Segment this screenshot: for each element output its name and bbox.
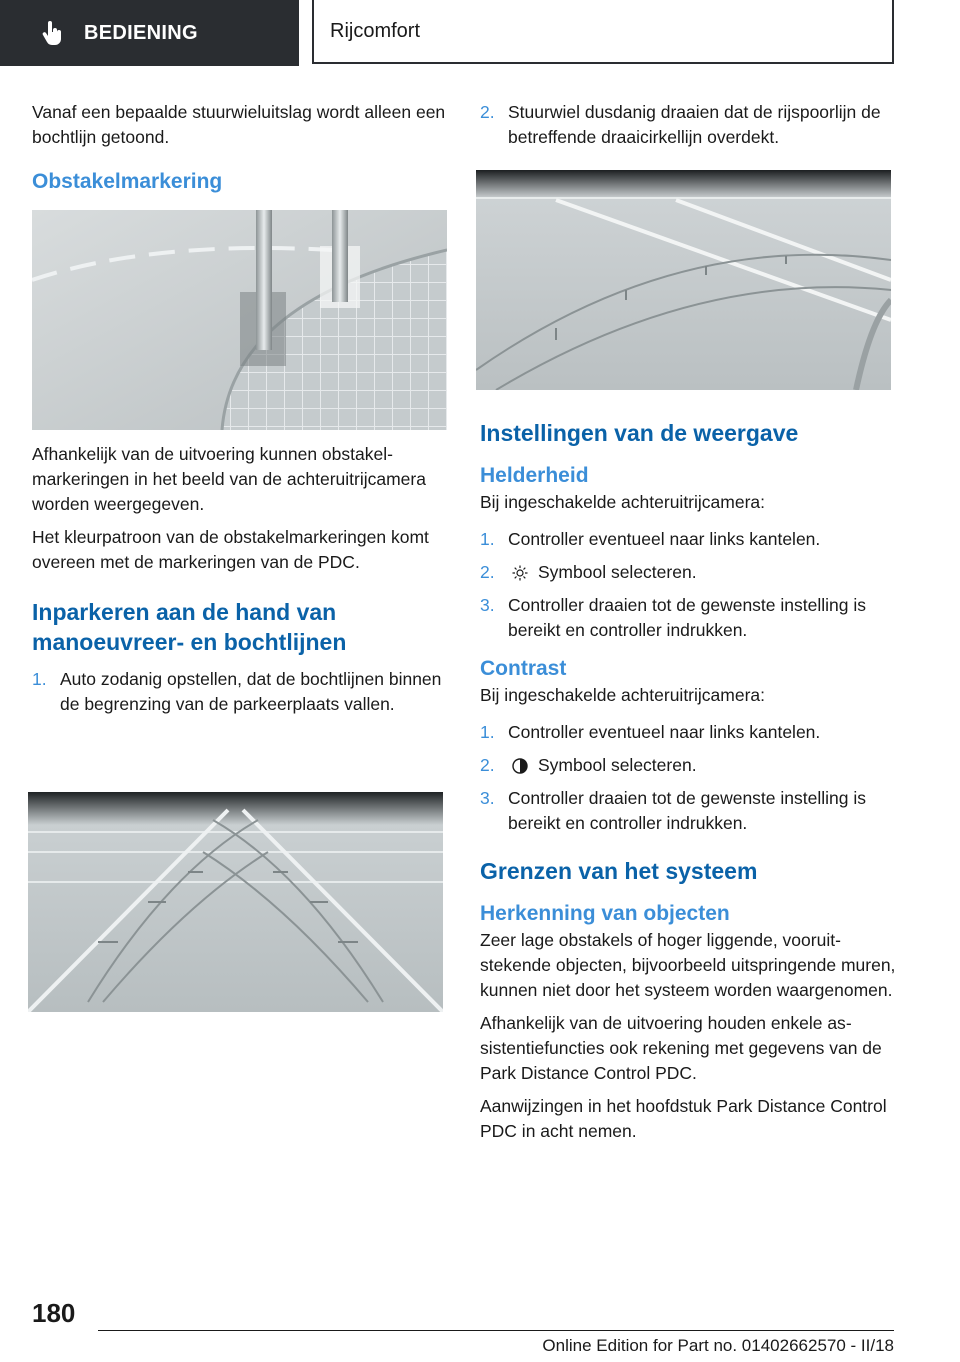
parking-lines-figure: [28, 792, 443, 1012]
intro-paragraph: Vanaf een bepaalde stuurwieluitslag wordt alleen een bochtlijn getoond.: [32, 102, 446, 147]
step-text: Controller draaien tot de gewenste instelling is bereikt en controller indrukken.: [508, 788, 866, 833]
step-text: Symbool selecteren.: [538, 562, 697, 582]
list-item: [480, 720, 900, 745]
footer-divider: [98, 1330, 894, 1331]
contrast-icon: [512, 758, 528, 774]
contrast-intro: Bij ingeschakelde achteruitrijcamera:: [480, 685, 765, 705]
parking-steps: [32, 667, 452, 717]
contrast-heading: Contrast: [480, 657, 567, 680]
obstacle-paragraph-1: Afhankelijk van de uitvoering kunnen obstakelmarkeringen in het beeld van de achteruitrijcamera worden weergegeven.: [32, 444, 426, 514]
parking-heading: Inparkeren aan de hand van manoeuvreer- en bochtlijnen: [32, 599, 347, 655]
list-item: [480, 100, 900, 150]
step-number: 1.: [32, 669, 47, 689]
list-item: [32, 667, 452, 717]
step-number: 3.: [480, 595, 495, 615]
detection-paragraph-2: Afhankelijk van de uitvoering houden enkele assistentiefuncties ook rekening met gegevens van de Park Distance Control PDC.: [480, 1013, 882, 1083]
edition-note: Online Edition for Part no. 01402662570 - II/18: [542, 1336, 894, 1355]
step-number: 3.: [480, 788, 495, 808]
page-number: 180: [32, 1298, 76, 1328]
step-number: 2.: [480, 102, 495, 122]
step-text: Stuurwiel dusdanig draaien dat de rijspoorlijn de betreffende draaicirkellijn overdekt.: [508, 102, 881, 147]
obstacle-paragraph-2: Het kleurpatroon van de obstakelmarkeringen komt overeen met de markeringen van de PDC.: [32, 527, 429, 572]
section-tab: [0, 0, 299, 66]
list-item: [480, 786, 900, 836]
parking-steps-continued: [480, 100, 900, 150]
settings-heading: Instellingen van de weergave: [480, 420, 799, 446]
brightness-intro: Bij ingeschakelde achteruitrijcamera:: [480, 492, 765, 512]
step-number: 2.: [480, 562, 495, 582]
brightness-steps: [480, 527, 900, 643]
limits-heading: Grenzen van het systeem: [480, 858, 758, 884]
step-text: Controller eventueel naar links kantelen.: [508, 529, 821, 549]
settings-section: [480, 418, 900, 1152]
brightness-icon: [512, 565, 528, 581]
obstacle-marking-figure: [32, 210, 447, 430]
detection-paragraph-3: Aanwijzingen in het hoofdstuk Park Distance Control PDC in acht nemen.: [480, 1096, 887, 1141]
left-column: [32, 100, 452, 725]
list-item: [480, 527, 900, 552]
step-text: Auto zodanig opstellen, dat de bochtlijnen binnen de begrenzing van de parkeerplaats vallen.: [60, 669, 442, 714]
contrast-steps: [480, 720, 900, 836]
step-number: 1.: [480, 722, 495, 742]
right-column: [480, 100, 900, 158]
chapter-title: Rijcomfort: [312, 0, 894, 64]
list-item: [480, 593, 900, 643]
brightness-heading: Helderheid: [480, 464, 589, 487]
steering-lines-figure: [476, 170, 891, 390]
step-text: Controller eventueel naar links kantelen.: [508, 722, 821, 742]
list-item: [480, 753, 900, 778]
hand-pointer-icon: [40, 20, 66, 46]
step-text: Controller draaien tot de gewenste instelling is bereikt en controller indrukken.: [508, 595, 866, 640]
list-item: [480, 560, 900, 585]
section-label: BEDIENING: [84, 21, 198, 44]
step-number: 1.: [480, 529, 495, 549]
detection-paragraph-1: Zeer lage obstakels of hoger liggende, vooruitstekende objecten, bijvoorbeeld uitspringende muren, kunnen niet door het systeem worden waargenomen.: [480, 930, 896, 1000]
obstacle-heading: Obstakelmarkering: [32, 170, 223, 193]
detection-heading: Herkenning van objecten: [480, 902, 730, 925]
step-number: 2.: [480, 755, 495, 775]
step-text: Symbool selecteren.: [538, 755, 697, 775]
